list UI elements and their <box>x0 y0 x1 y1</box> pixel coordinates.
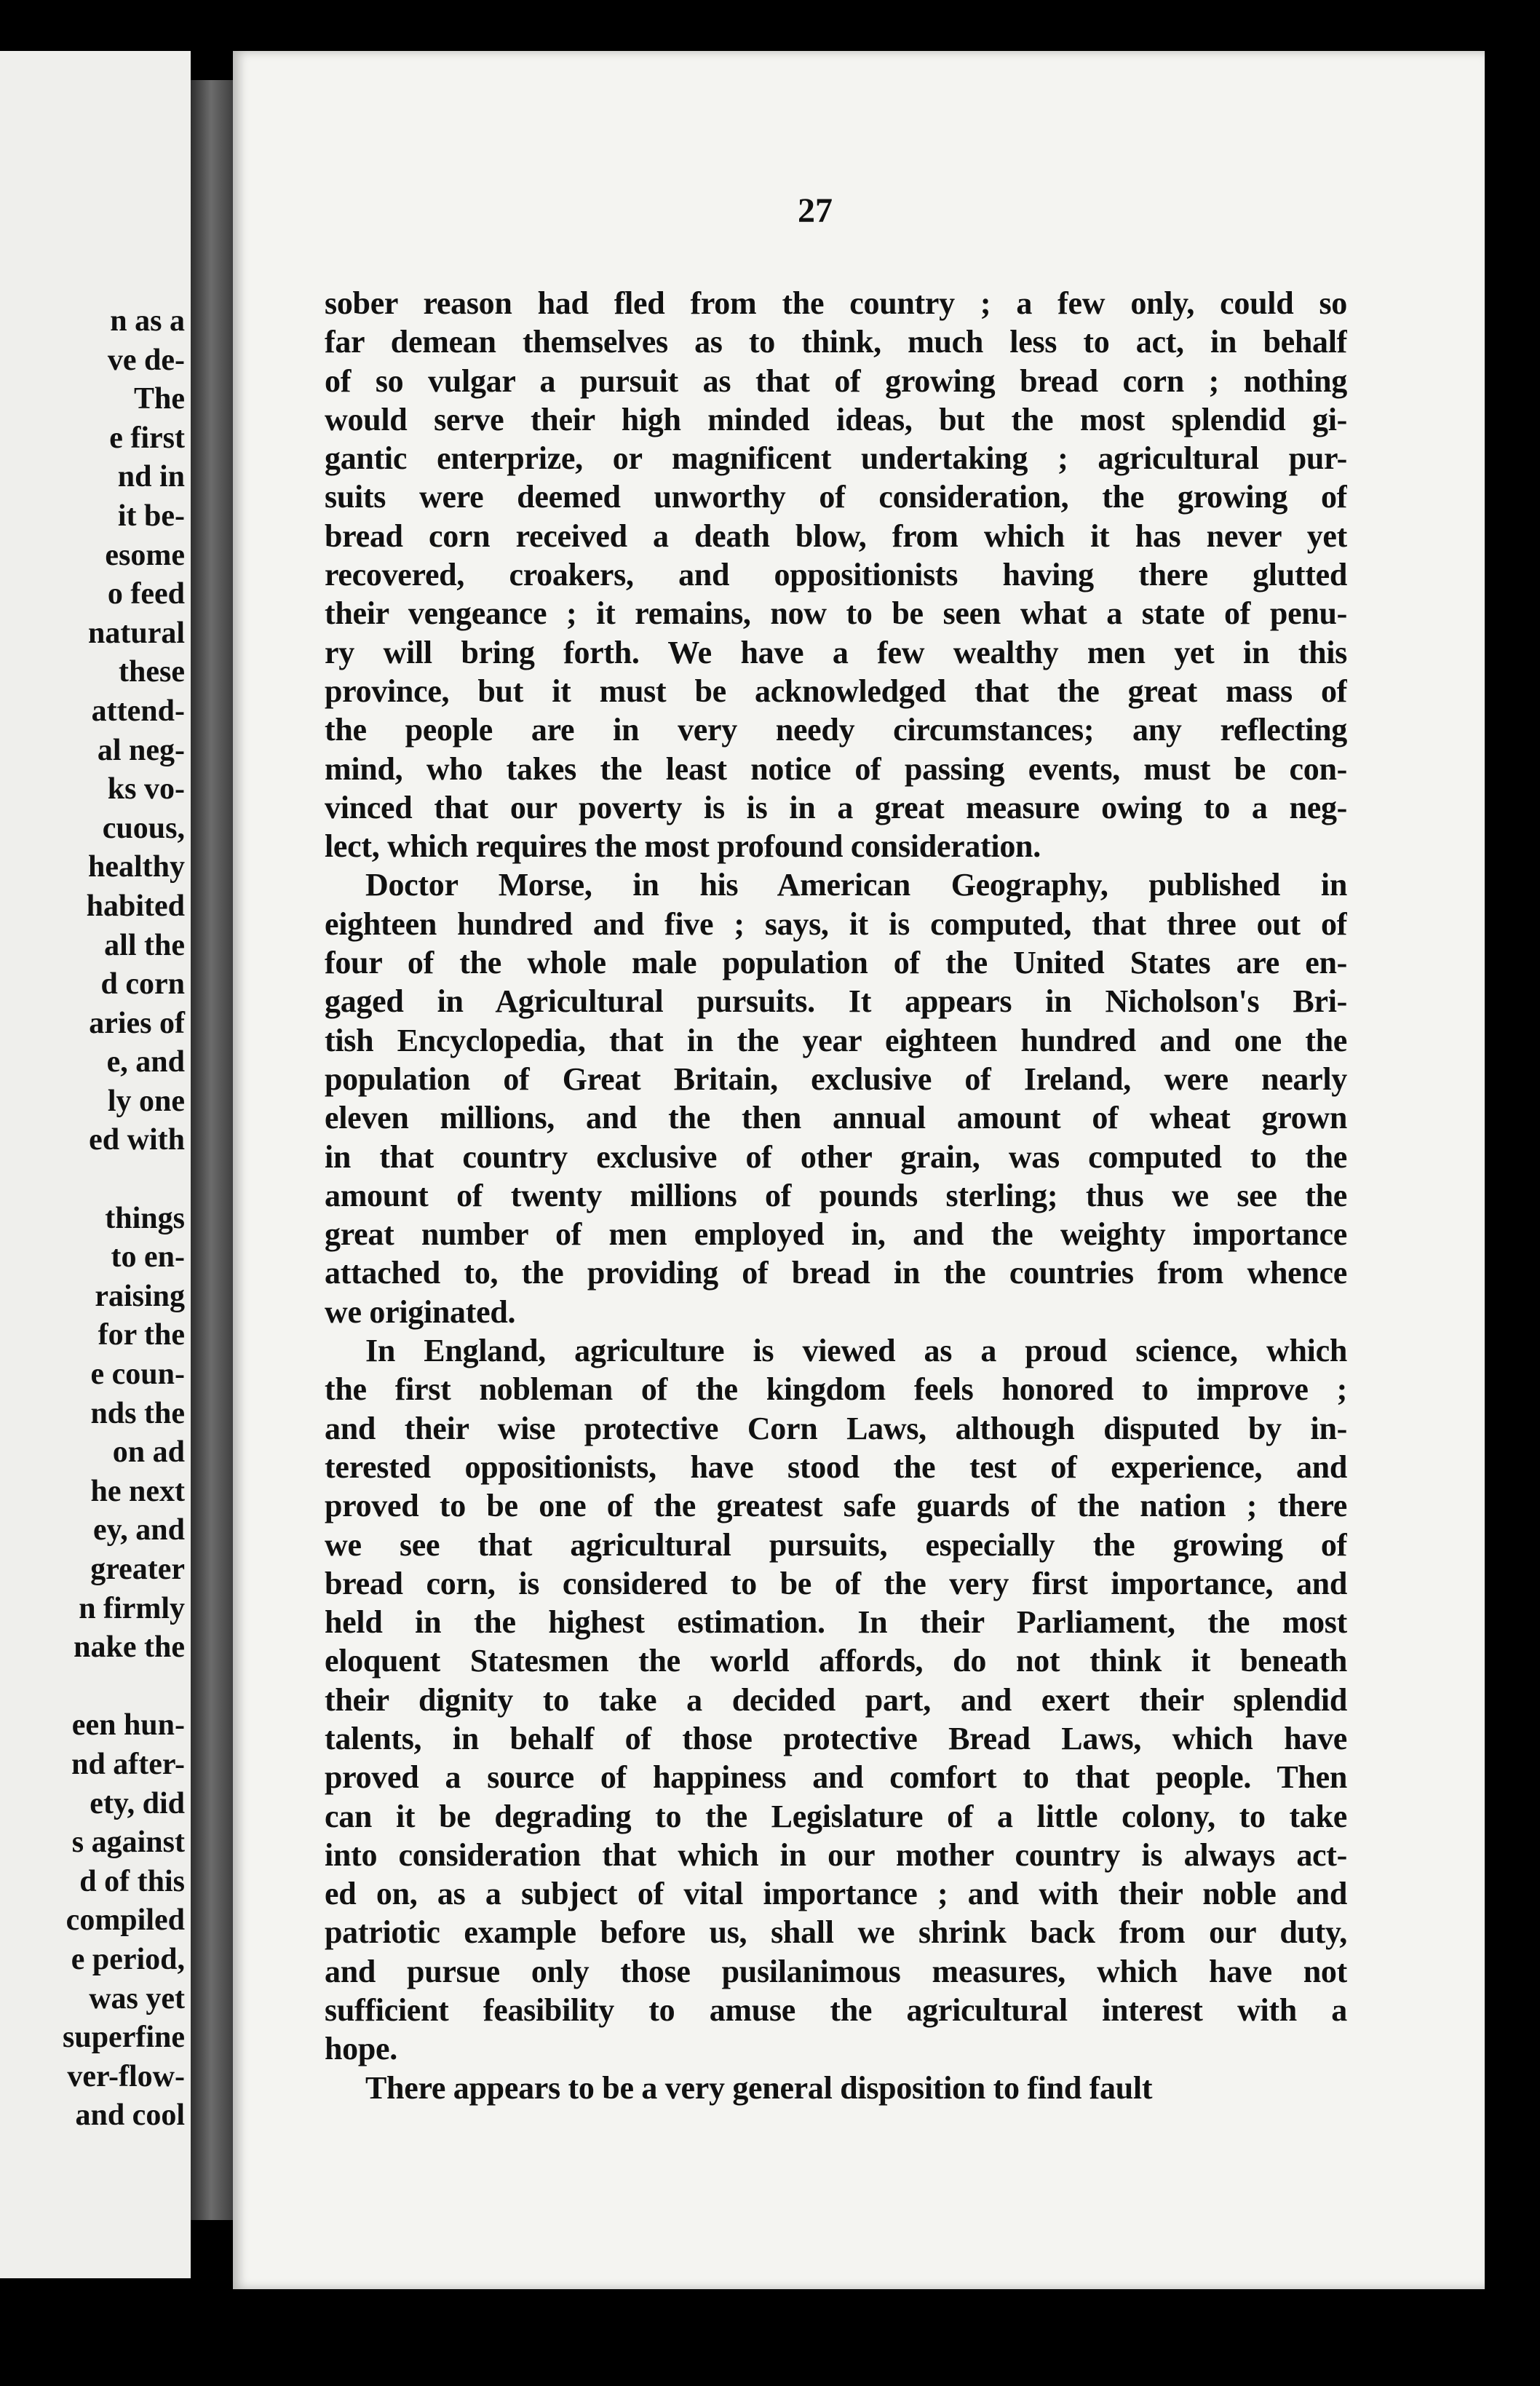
text-line: their vengeance ; it remains, now to be seen what a state of penu- <box>325 595 1347 632</box>
left-page-line: was yet <box>89 1981 185 2016</box>
text-line: hope. <box>325 2031 397 2067</box>
left-page-line <box>63 1160 185 1200</box>
text-line: can it be degrading to the Legislature of a little colony, to take <box>325 1798 1347 1834</box>
text-line: the first nobleman of the kingdom feels honored to improve ; <box>325 1371 1347 1408</box>
text-line: mind, who takes the least notice of passing events, must be con- <box>325 750 1347 787</box>
text-line: bread corn received a death blow, from which it has never yet <box>325 518 1347 554</box>
text-line: in that country exclusive of other grain, was computed to the <box>325 1138 1347 1175</box>
body-text <box>325 284 1347 2107</box>
text-line: we see that agricultural pursuits, especially the growing of <box>325 1526 1347 1563</box>
left-page-line: raising <box>95 1279 185 1313</box>
left-page-line: al neg- <box>97 733 185 767</box>
text-line: of so vulgar a pursuit as that of growing bread corn ; nothing <box>325 362 1347 399</box>
left-page-line: e, and <box>106 1045 185 1079</box>
text-line: eloquent Statesmen the world affords, do not think it beneath <box>325 1643 1347 1679</box>
text-line: far demean themselves as to think, much less to act, in behalf <box>325 324 1347 360</box>
left-page-line: for the <box>98 1318 185 1352</box>
left-page-line: ve de- <box>107 343 185 377</box>
left-page-line: habited <box>86 889 185 923</box>
text-line: attached to, the providing of bread in the countries from whence <box>325 1255 1347 1291</box>
left-page-line: natural <box>87 616 185 650</box>
text-line: suits were deemed unworthy of consideration, the growing of <box>325 479 1347 515</box>
text-line: There appears to be a very general disposition to find fault <box>365 2069 1153 2106</box>
left-page-line: n as a <box>110 304 185 338</box>
left-page-line: o feed <box>107 577 185 611</box>
text-line: bread corn, is considered to be of the very first importance, and <box>325 1565 1347 1601</box>
left-page-line: ks vo- <box>107 772 185 806</box>
text-line: recovered, croakers, and oppositionists having there glutted <box>325 557 1347 593</box>
left-page-line: ver-flow- <box>67 2059 185 2093</box>
left-page-line: superfine <box>63 2021 185 2055</box>
text-line: terested oppositionists, have stood the test of experience, and <box>325 1448 1347 1485</box>
text-line: their dignity to take a decided part, and exert their splendid <box>325 1681 1347 1718</box>
left-page-line: The <box>133 382 185 416</box>
left-page-line: ety, did <box>90 1786 185 1820</box>
left-page-line: nds the <box>90 1396 185 1430</box>
left-page-line: healthy <box>87 850 185 884</box>
text-line: we originated. <box>325 1293 516 1330</box>
text-line: ry will bring forth. We have a few wealthy men yet in this <box>325 634 1347 670</box>
left-page-line: e first <box>109 421 185 455</box>
text-line: proved to be one of the greatest safe guards of the nation ; there <box>325 1488 1347 1524</box>
left-page-line: nd after- <box>71 1747 185 1781</box>
text-line: province, but it must be acknowledged that the great mass of <box>325 673 1347 709</box>
left-page-line: attend- <box>91 694 185 728</box>
text-line: into consideration that which in our mother country is always act- <box>325 1836 1347 1873</box>
text-line: great number of men employed in, and the weighty importance <box>325 1216 1347 1253</box>
left-page-line: and cool <box>75 2098 185 2133</box>
left-page-line: ed with <box>89 1123 185 1157</box>
left-page-line: e period, <box>71 1942 185 1976</box>
book-gutter <box>191 80 236 2220</box>
text-line: sober reason had fled from the country ; a few only, could so <box>325 285 1347 321</box>
text-line: talents, in behalf of those protective Bread Laws, which have <box>325 1720 1347 1756</box>
left-page-line: esome <box>105 538 185 572</box>
paragraph <box>325 2069 1347 2107</box>
text-line: gaged in Agricultural pursuits. It appears in Nicholson's Bri- <box>325 983 1347 1020</box>
left-page-line: it be- <box>117 499 185 533</box>
left-page-line: he next <box>90 1474 185 1508</box>
paragraph <box>325 1331 1347 2069</box>
text-line: Doctor Morse, in his American Geography, published in <box>365 867 1347 903</box>
text-line: proved a source of happiness and comfort to that people. Then <box>325 1759 1347 1796</box>
text-line: amount of twenty millions of pounds sterling; thus we see the <box>325 1177 1347 1213</box>
text-line: gantic enterprize, or magnificent undertaking ; agricultural pur- <box>325 440 1347 477</box>
text-line: four of the whole male population of the United States are en- <box>325 945 1347 981</box>
left-page-line: d of this <box>79 1864 185 1898</box>
text-line: eighteen hundred and five ; says, it is computed, that three out of <box>325 905 1347 942</box>
text-line: vinced that our poverty is is in a great measure owing to a neg- <box>325 789 1347 825</box>
left-page-line: aries of <box>89 1006 185 1040</box>
left-page-line: s against <box>71 1826 185 1860</box>
text-line: the people are in very needy circumstances; any reflecting <box>325 712 1347 748</box>
left-page-line: to en- <box>111 1240 185 1275</box>
left-page-line: greater <box>90 1553 185 1586</box>
text-line: lect, which requires the most profound consideration. <box>325 828 1041 865</box>
text-line: tish Encyclopedia, that in the year eighteen hundred and one the <box>325 1022 1347 1058</box>
left-page-line: d corn <box>100 967 185 1002</box>
left-page-line: things <box>105 1201 185 1235</box>
left-page-line: n firmly <box>79 1591 185 1625</box>
left-page-line: ly one <box>107 1084 185 1118</box>
left-page-line <box>63 1668 185 1707</box>
text-line: eleven millions, and the then annual amount of wheat grown <box>325 1100 1347 1136</box>
text-line: and pursue only those pusilanimous measures, which have not <box>325 1953 1347 1989</box>
left-page-line: on ad <box>112 1435 185 1470</box>
text-line: patriotic example before us, shall we shrink back from our duty, <box>325 1914 1347 1951</box>
left-page-fragment <box>0 51 191 2278</box>
text-line: held in the highest estimation. In their Parliament, the most <box>325 1604 1347 1641</box>
text-line: ed on, as a subject of vital importance ; and with their noble and <box>325 1876 1347 1912</box>
text-line: population of Great Britain, exclusive of Ireland, were nearly <box>325 1061 1347 1097</box>
left-page-line: een hun- <box>71 1708 185 1743</box>
text-line: would serve their high minded ideas, but the most splendid gi- <box>325 401 1347 437</box>
left-page-line: cuous, <box>102 811 185 845</box>
text-line: sufficient feasibility to amuse the agricultural interest with a <box>325 1992 1347 2029</box>
left-page-line: these <box>119 655 185 689</box>
page-number: 27 <box>798 191 833 230</box>
left-page-line: nd in <box>117 460 185 494</box>
paragraph <box>325 865 1347 1331</box>
text-line: and their wise protective Corn Laws, although disputed by in- <box>325 1410 1347 1446</box>
left-page-line: all the <box>104 928 185 962</box>
left-page-line: ey, and <box>92 1513 185 1547</box>
left-page-text <box>63 302 185 2136</box>
left-page-line: compiled <box>66 1903 185 1938</box>
left-page-line: e coun- <box>90 1358 185 1392</box>
paragraph <box>325 284 1347 865</box>
text-line: In England, agriculture is viewed as a proud science, which <box>365 1333 1347 1369</box>
left-page-line: nake the <box>74 1630 185 1665</box>
